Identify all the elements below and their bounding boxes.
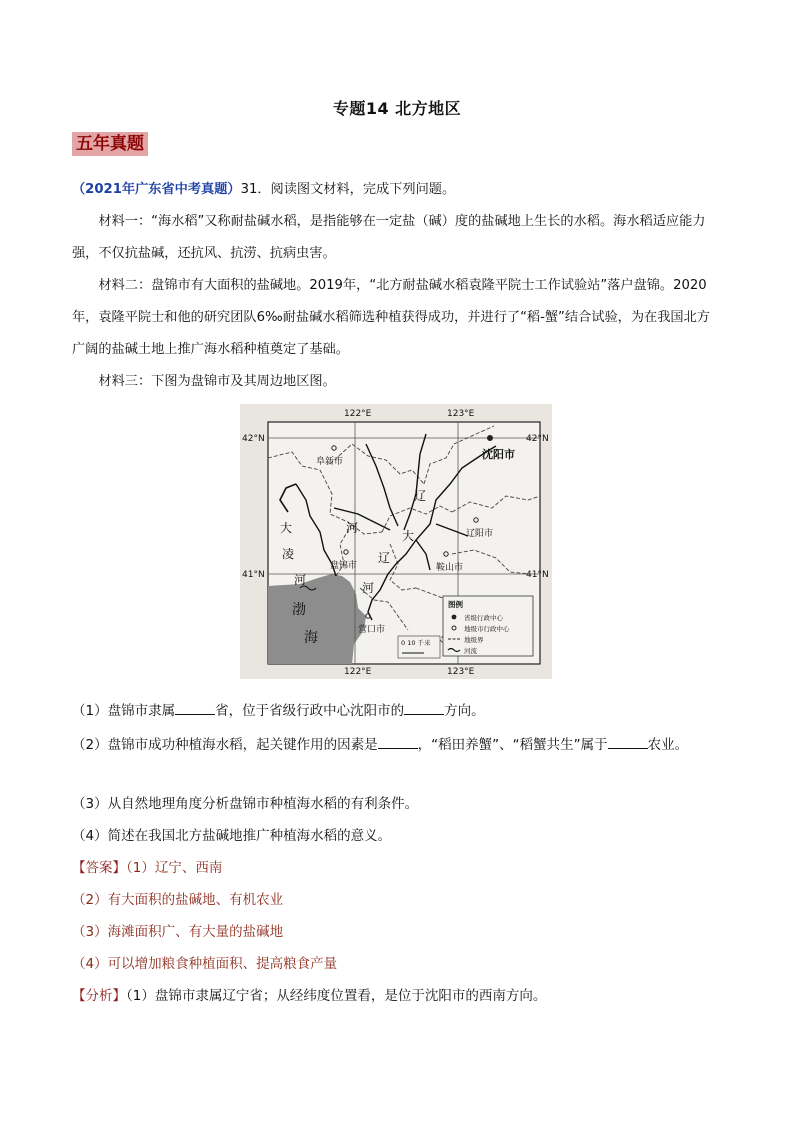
answer-line-3: （3）海滩面积广、有大量的盐碱地: [72, 924, 284, 940]
lon-bottom-left-label: 122°E: [344, 667, 372, 677]
answer-blank-3[interactable]: [378, 736, 418, 749]
river-label-da-ling: 大: [280, 521, 293, 535]
river-label-he-3: 河: [294, 573, 307, 587]
answer-blank-1[interactable]: [175, 702, 215, 715]
question-3: （3）从自然地理角度分析盘锦市种植海水稻的有利条件。: [72, 796, 419, 812]
answer-line-1: 【答案】（1）辽宁、西南: [72, 860, 223, 876]
legend-item-boundary: 地级界: [464, 636, 484, 644]
river-label-da-1: 大: [402, 529, 415, 543]
question-intro: 31．阅读图文材料，完成下列问题。: [240, 182, 456, 197]
lon-top-right-label: 123°E: [447, 409, 475, 419]
material-two: 材料二：盘锦市有大面积的盐碱地。2019年，“北方耐盐碱水稻袁隆平院士工作试验站”落户盘锦。2020年，袁隆平院士和他的研究团队6‰耐盐碱水稻筛选种植获得成功，并进行了“稻-蟹”结合试验，为在我国北方广阔的盐碱土地上推广海水稻种植奠定了基础。: [72, 278, 710, 357]
svg-text:0 10 千米: 0 10 千米: [401, 639, 431, 647]
city-fuxin: 阜新市: [316, 457, 344, 467]
answer-label: 【答案】: [72, 860, 126, 876]
sea-label-bo: 渤: [292, 602, 306, 618]
city-anshan: 鞍山市: [436, 563, 464, 573]
question-1: （1）盘锦市隶属 省，位于省级行政中心沈阳市的 方向。: [72, 703, 485, 719]
answer-blank-4[interactable]: [608, 736, 648, 749]
section-banner: 五年真题: [72, 132, 148, 156]
river-label-ling: 凌: [282, 547, 295, 561]
map-legend: [443, 596, 533, 656]
map-figure: [240, 404, 552, 679]
question-source: （2021年广东省中考真题）: [72, 182, 241, 197]
question-header: [72, 180, 722, 200]
material-three: 材料三：下图为盘锦市及其周边地区图。: [98, 374, 336, 389]
answer-line-2: （2）有大面积的盐碱地、有机农业: [72, 892, 284, 908]
material-one: 材料一：“海水稻”又称耐盐碱水稻，是指能够在一定盐（碱）度的盐碱地上生长的水稻。海水稻适应能力强，不仅抗盐碱，还抗风、抗涝、抗病虫害。: [72, 214, 706, 261]
lat-bottom-left-label: 41°N: [242, 570, 265, 580]
lon-bottom-right-label: 123°E: [447, 667, 475, 677]
page-title: 专题14 北方地区: [332, 99, 462, 118]
lon-top-left-label: 122°E: [344, 409, 372, 419]
city-shenyang: 沈阳市: [482, 448, 515, 461]
map-svg: [240, 404, 552, 679]
question-4: （4）简述在我国北方盐碱地推广种植海水稻的意义。: [72, 828, 392, 844]
answer-line-4: （4）可以增加粮食种植面积、提高粮食产量: [72, 956, 338, 972]
river-label-liao-1: 辽: [414, 489, 427, 503]
bohai-sea-area: [268, 574, 366, 664]
analysis-line: 【分析】（1）盘锦市隶属辽宁省；从经纬度位置看，是位于沈阳市的西南方向。: [72, 988, 547, 1004]
river-label-he-2: 河: [362, 581, 375, 595]
sea-label-hai: 海: [304, 630, 318, 646]
city-yingkou: 营口市: [358, 625, 386, 635]
city-panjin: 盘锦市: [330, 561, 358, 571]
city-liaoyang: 辽阳市: [466, 529, 494, 539]
legend-title: 图例: [448, 600, 463, 609]
lat-top-right-label: 42°N: [526, 434, 549, 444]
scale-bar: [398, 636, 440, 658]
legend-item-prefecture: 地级市行政中心: [464, 625, 510, 633]
legend-item-river: 河流: [464, 647, 477, 655]
lat-top-left-label: 42°N: [242, 434, 265, 444]
lat-bottom-right-label: 41°N: [526, 570, 549, 580]
answer-blank-2[interactable]: [404, 702, 444, 715]
river-label-he-1: 河: [346, 521, 359, 535]
question-2: （2）盘锦市成功种植海水稻，起关键作用的因素是 ，“稻田养蟹”、“稻蟹共生”属于 农业。: [72, 737, 689, 753]
river-label-liao-2: 辽: [378, 551, 391, 565]
analysis-label: 【分析】: [72, 988, 126, 1004]
legend-item-province: 省级行政中心: [464, 614, 503, 622]
legend-province-symbol: [452, 615, 457, 620]
